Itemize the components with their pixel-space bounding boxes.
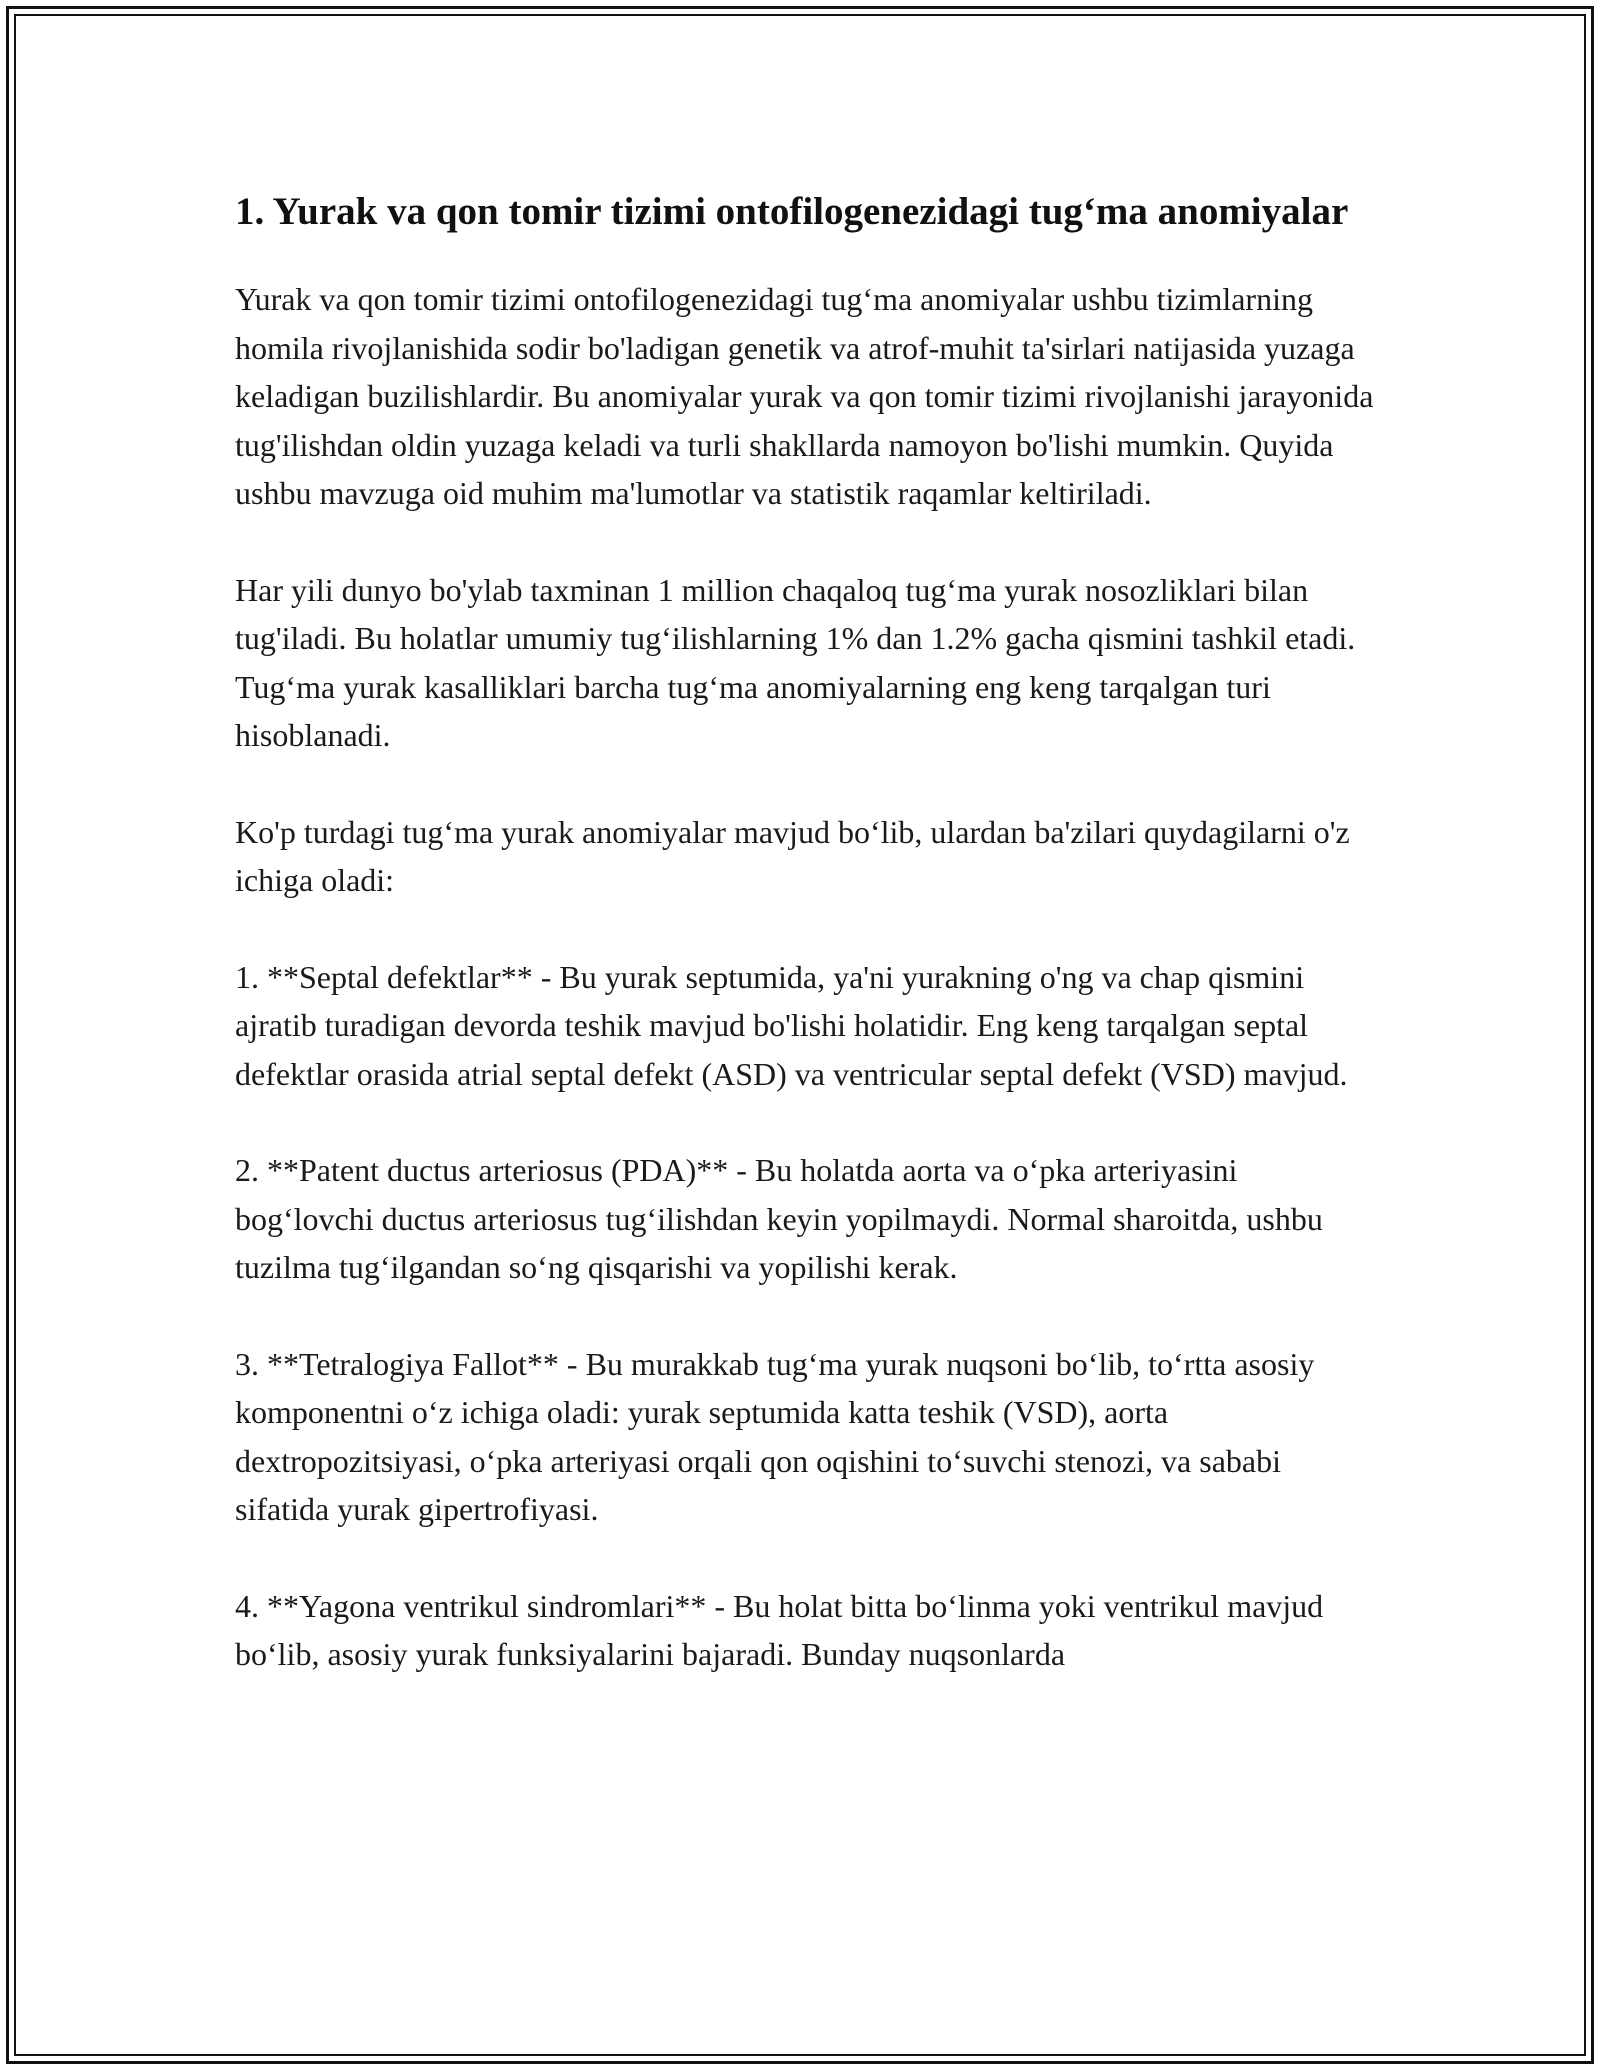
document-body xyxy=(235,185,1375,1727)
list-item-pda: 2. **Patent ductus arteriosus (PDA)** - Bu holatda aorta va o‘pka arteriyasini bog‘lovchi ductus arteriosus tug‘ilishdan keyin yopilmaydi. Normal sharoitda, ushbu tuzilma tug‘ilgandan so‘ng qisqarishi va yopilishi kerak. xyxy=(235,1152,1323,1285)
paragraph-intro: Yurak va qon tomir tizimi ontofilogenezidagi tug‘ma anomiyalar ushbu tizimlarning homila rivojlanishida sodir bo'ladigan genetik va atrof-muhit ta'sirlari natijasida yuzaga keladigan buzilishlardir. Bu anomiyalar yurak va qon tomir tizimi rivojlanishi jarayonida tug'ilishdan oldin yuzaga keladi va turli shakllarda namoyon bo'lishi mumkin. Quyida ushbu mavzuga oid muhim ma'lumotlar va statistik raqamlar keltiriladi. xyxy=(235,281,1374,511)
document-title: 1. Yurak va qon tomir tizimi ontofilogenezidagi tug‘ma anomiyalar xyxy=(235,190,1349,233)
list-item-septal-defects: 1. **Septal defektlar** - Bu yurak septumida, ya'ni yurakning o'ng va chap qismini ajratib turadigan devorda teshik mavjud bo'lishi holatidir. Eng keng tarqalgan septal defektlar orasida atrial septal defekt (ASD) va ventricular septal defekt (VSD) mavjud. xyxy=(235,958,1348,1092)
list-item-tetralogy-fallot: 3. **Tetralogiya Fallot** - Bu murakkab tug‘ma yurak nuqsoni bo‘lib, to‘rtta asosiy komponentni o‘z ichiga oladi: yurak septumida katta teshik (VSD), aorta dextropozitsiyasi, o‘pka arteriyasi orqali qon oqishini to‘suvchi stenozi, va sababi sifatida yurak gipertrofiyasi. xyxy=(235,1345,1315,1527)
list-item-single-ventricle: 4. **Yagona ventrikul sindromlari** - Bu holat bitta bo‘linma yoki ventrikul mavjud bo‘lib, asosiy yurak funksiyalarini bajaradi. Bunday nuqsonlarda xyxy=(235,1587,1324,1672)
paragraph-statistics: Har yili dunyo bo'ylab taxminan 1 million chaqaloq tug‘ma yurak nosozliklari bilan tug'iladi. Bu holatlar umumiy tug‘ilishlarning 1% dan 1.2% gacha qismini tashkil etadi. Tug‘ma yurak kasalliklari barcha tug‘ma anomiyalarning eng keng tarqalgan turi hisoblanadi. xyxy=(235,571,1356,753)
paragraph-types-intro: Ko'p turdagi tug‘ma yurak anomiyalar mavjud bo‘lib, ulardan ba'zilari quydagilarni o'z ichiga oladi: xyxy=(235,813,1350,898)
